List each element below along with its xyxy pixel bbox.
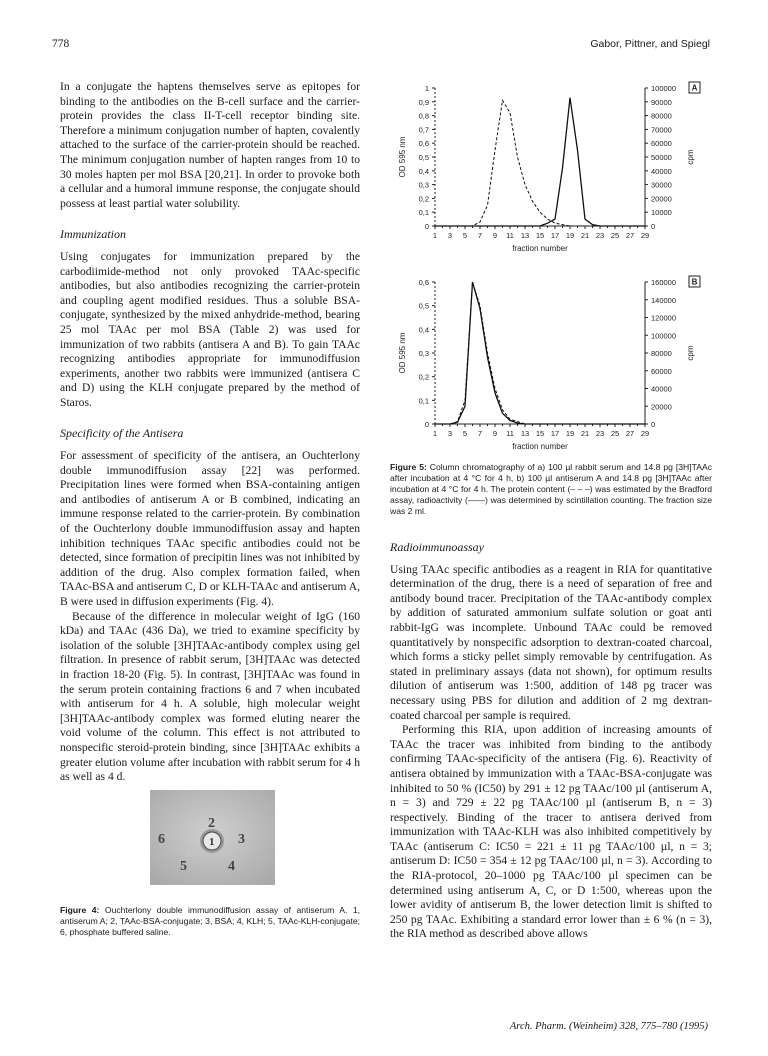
- section-heading-immunization: Immunization: [60, 227, 126, 242]
- well-label: 2: [208, 816, 215, 831]
- running-header-authors: Gabor, Pittner, and Spiegl: [590, 38, 710, 50]
- y-right-tick-label: 60000: [651, 139, 672, 149]
- x-tick-label: 5: [462, 231, 468, 240]
- caption-label: Figure 5:: [390, 462, 427, 472]
- panel-label: A: [691, 83, 698, 93]
- y-left-tick-label: 0,6: [418, 139, 429, 149]
- y-left-tick-label: 0,1: [418, 208, 429, 218]
- x-tick-label: 1: [432, 231, 438, 240]
- panel-label: B: [691, 277, 698, 287]
- y-left-tick-label: 1: [424, 84, 429, 93]
- y-right-tick-label: 80000: [651, 111, 672, 121]
- figure-4-caption: [60, 905, 360, 938]
- y-right-tick-label: 70000: [651, 125, 672, 135]
- y-right-tick-label: 50000: [651, 153, 672, 162]
- section-heading-specificity: Specificity of the Antisera: [60, 426, 184, 441]
- journal-citation: Arch. Pharm. (Weinheim) 328, 775–780 (1995): [509, 1021, 708, 1032]
- x-tick-label: 9: [492, 429, 498, 438]
- chromatography-chart-b: [395, 272, 720, 462]
- y-right-tick-label: 90000: [651, 97, 672, 107]
- well-label: 3: [238, 832, 245, 847]
- y-left-tick-label: 0: [424, 222, 429, 231]
- paragraph: Using TAAc specific antibodies as a reagent in RIA for quantitative determination of the drug, there is a need of separation of free and antibody bound tracer. Precipitation of the TAAc-antibody complex by addition of saturated ammonium sulfate solution or goat anti rabbit-IgG was incomplete. Unbound TAAc could be removed quantitatively by nonspecific adsorption to dextran-coated charcoal, which forms a sticky pellet simply removable by centrifugation. As stated in preliminary assays (data not shown), for optimum results dilution of antiserum was 1:500, addition of 148 pg tracer was necessary using PBS for dilution and addition of 2 mg dextran-coated charcoal per sample is required.: [390, 562, 712, 722]
- x-tick-label: 15: [535, 231, 545, 240]
- x-tick-label: 3: [447, 429, 453, 438]
- paragraph: Performing this RIA, upon addition of increasing amounts of TAAc the tracer was inhibited from binding to the antibody confirming TAAc-specificity of the antisera (Fig. 6). Reactivity of antisera obtained by immunization with a TAAc-BSA-conjugate was inhibited to 50 % (IC50) by 291 ± 12 pg TAAc/100 µl (antiserum A, n = 3) and 729 ± 22 pg TAAc/100 µl (antiserum B, n = 3) respectively. Binding of the tracer to antisera derived from immunization with TAAc-KLH was also inhibited competitively by TAAc (antiserum C: IC50 = 221 ± 11 pg TAAc/100 µl, n = 3; antiserum D: IC50 = 354 ± 12 pg TAAc/100 µl, n = 3). According to the RIA-protocol, 20–1000 pg TAAc/100 µl specimen can be determined using antiserum A, C, or D 1:500, whereas upon the lower avidity of antiserum B, the lower detection limit is shifted to 250 pg TAAc. Exhibiting a standard error lower than ± 6 % (n = 3), the RIA method as described above allows: [390, 723, 712, 941]
- y-right-tick-label: 40000: [651, 166, 672, 176]
- x-axis-label: fraction number: [512, 244, 568, 253]
- protein-series-line: [435, 100, 645, 226]
- y-left-tick-label: 0,2: [418, 194, 429, 204]
- y-right-tick-label: 40000: [651, 384, 672, 394]
- caption-label: Figure 4:: [60, 905, 100, 915]
- y-left-tick-label: 0: [424, 420, 429, 429]
- figure-5-caption: [390, 462, 712, 517]
- y-right-tick-label: 20000: [651, 402, 672, 412]
- x-tick-label: 3: [447, 231, 453, 240]
- x-tick-label: 7: [477, 429, 483, 438]
- y-right-tick-label: 0: [651, 420, 656, 429]
- y-left-tick-label: 0,7: [418, 125, 429, 135]
- y-right-tick-label: 160000: [651, 278, 677, 287]
- x-tick-label: 19: [565, 429, 575, 438]
- paragraph: For assessment of specificity of the antisera, an Ouchterlony double immunodiffusion assay [22] was performed. Precipitation lines were formed when BSA-containing antigen and antibodies of antiserum A or B combined, indicating an immune response related to the carrier-protein. By combination of the Ouchterlony double immunodiffusion assay and hapten inhibition techniques TAAc specific antibodies could not be detected, since formation of precipitin lines was not inhibited by addition of the drug. Also complex formation failed, when TAAc-BSA and antiserum C, D or KLH-TAAc and antiserum A, B were used in diffusion experiments (Fig. 4).: [60, 449, 360, 608]
- x-tick-label: 15: [535, 429, 545, 438]
- y-left-tick-label: 0,4: [418, 166, 429, 176]
- y-left-tick-label: 0,4: [418, 325, 429, 335]
- x-tick-label: 11: [506, 231, 514, 240]
- caption-text: Ouchterlony double immunodiffusion assay of antiserum A. 1, antiserum A; 2, TAAc-BSA-conjugate; 3, BSA; 4, KLH; 5, TAAc-KLH-conjugate; 6, phosphate buffered saline.: [60, 905, 361, 937]
- page-number: 778: [52, 38, 70, 50]
- y-right-tick-label: 120000: [651, 313, 677, 323]
- x-tick-label: 27: [625, 429, 635, 438]
- y-right-tick-label: 30000: [651, 180, 672, 190]
- y-right-tick-label: 100000: [651, 84, 677, 93]
- x-tick-label: 19: [565, 231, 575, 240]
- y-right-tick-label: 10000: [651, 208, 672, 218]
- left-column: [60, 80, 360, 785]
- y-right-tick-label: 60000: [651, 366, 672, 376]
- chromatography-chart-a: [395, 78, 720, 266]
- x-tick-label: 13: [520, 231, 530, 240]
- y-left-tick-label: 0,1: [418, 396, 429, 406]
- x-tick-label: 23: [595, 231, 605, 240]
- y-right-tick-label: 100000: [651, 331, 677, 341]
- y-right-axis-label: cpm: [686, 149, 695, 165]
- right-column: [390, 540, 712, 942]
- x-tick-label: 17: [550, 429, 560, 438]
- paragraph: Using conjugates for immunization prepared by the carbodiimide-method not only provoked TAAc-specific antibodies, but also antibodies recognizing the carrier-protein and coupling agent modified residues. Thus a soluble BSA-conjugate, synthesized by the mixed anhydride-method, bearing 25 mol TAAc per mol BSA (Table 2) was used for immunization of two rabbits (antisera A and B). To gain TAAc recognizing antibodies appropriate for immunodiffusion experiments, another two rabbits were immunized (antisera C and D) using the KLH conjugate prepared by the method of Staros.: [60, 249, 360, 409]
- immunodiffusion-plate-photo: [150, 790, 275, 885]
- x-tick-label: 17: [550, 231, 560, 240]
- y-right-axis-label: cpm: [686, 345, 695, 361]
- y-left-tick-label: 0,9: [418, 97, 429, 107]
- x-tick-label: 23: [595, 429, 605, 438]
- caption-text: Column chromatography of a) 100 µl rabbit serum and 14.8 pg [3H]TAAc after incubation at 4 °C for 4 h, b) 100 µl antiserum A and 14.8 pg [3H]TAAc after incubation at 4 °C for 4 h. The protein content (– – –) was estimated by the Bradford assay, radioactivity (——) was determined by scintillation counting. The fraction size was 2 ml.: [390, 462, 712, 516]
- x-tick-label: 1: [432, 429, 438, 438]
- x-tick-label: 9: [492, 231, 498, 240]
- y-right-tick-label: 20000: [651, 194, 672, 204]
- x-tick-label: 25: [610, 429, 620, 438]
- y-left-axis-label: OD 595 nm: [398, 332, 407, 374]
- y-right-tick-label: 140000: [651, 295, 677, 305]
- y-left-tick-label: 0,3: [418, 180, 429, 190]
- paragraph: Because of the difference in molecular weight of IgG (160 kDa) and TAAc (436 Da), we tried to examine specificity by isolation of the soluble [3H]TAAc-antibody complex using gel filtration. In presence of rabbit serum, [3H]TAAc was detected in fraction 18-20 (Fig. 5). In contrast, [3H]TAAc was found in the serum protein containing fractions 6 and 7 when incubated with antiserum for 4 h. A soluble, high molecular weight [3H]TAAc-antibody complex was formed eluting nearer the void volume of the column. This effect is not attributed to nonspecific steroid-protein binding, since [3H]TAAc exhibits a greater elution volume after incubation with rabbit serum for 4 h as well as 4 d.: [60, 609, 360, 784]
- y-right-tick-label: 0: [651, 222, 656, 231]
- radioactivity-series-line: [435, 98, 645, 226]
- paragraph: In a conjugate the haptens themselves serve as epitopes for binding to the antibodies on the B-cell surface and the carrier-protein provides the class II-T-cell receptor binding site. Therefore a minimum conjugation number of hapten, covalently attached to the surface of the carrier-protein should be reached. The minimum conjugation number of hapten ranges from 10 to 30 moles hapten per mol BSA [20,21]. In order to provoke both a cellular and a humoral immune response, the conjugate should possess at least partial water solubility.: [60, 80, 360, 210]
- y-left-tick-label: 0,6: [418, 278, 429, 287]
- x-tick-label: 21: [580, 231, 590, 240]
- y-left-tick-label: 0,3: [418, 349, 429, 358]
- x-tick-label: 7: [477, 231, 483, 240]
- well-label: 4: [228, 859, 235, 874]
- x-axis-label: fraction number: [512, 442, 568, 451]
- x-tick-label: 27: [625, 231, 635, 240]
- x-tick-label: 25: [610, 231, 620, 240]
- well-label: 1: [209, 836, 215, 848]
- x-tick-label: 5: [462, 429, 468, 438]
- radioactivity-series-line: [435, 282, 645, 424]
- x-tick-label: 29: [640, 231, 650, 240]
- x-tick-label: 13: [520, 429, 530, 438]
- x-tick-label: 29: [640, 429, 650, 438]
- y-left-tick-label: 0,2: [418, 372, 429, 382]
- well-label: 6: [158, 832, 165, 847]
- y-left-tick-label: 0,5: [418, 301, 429, 311]
- y-left-tick-label: 0,8: [418, 111, 429, 121]
- x-tick-label: 21: [580, 429, 590, 438]
- y-left-tick-label: 0,5: [418, 153, 429, 162]
- y-right-tick-label: 80000: [651, 349, 672, 358]
- well-label: 5: [180, 859, 187, 874]
- x-tick-label: 11: [506, 429, 514, 438]
- section-heading-radioimmunoassay: Radioimmunoassay: [390, 540, 484, 554]
- y-left-axis-label: OD 595 nm: [398, 136, 407, 178]
- protein-series-line: [435, 282, 645, 424]
